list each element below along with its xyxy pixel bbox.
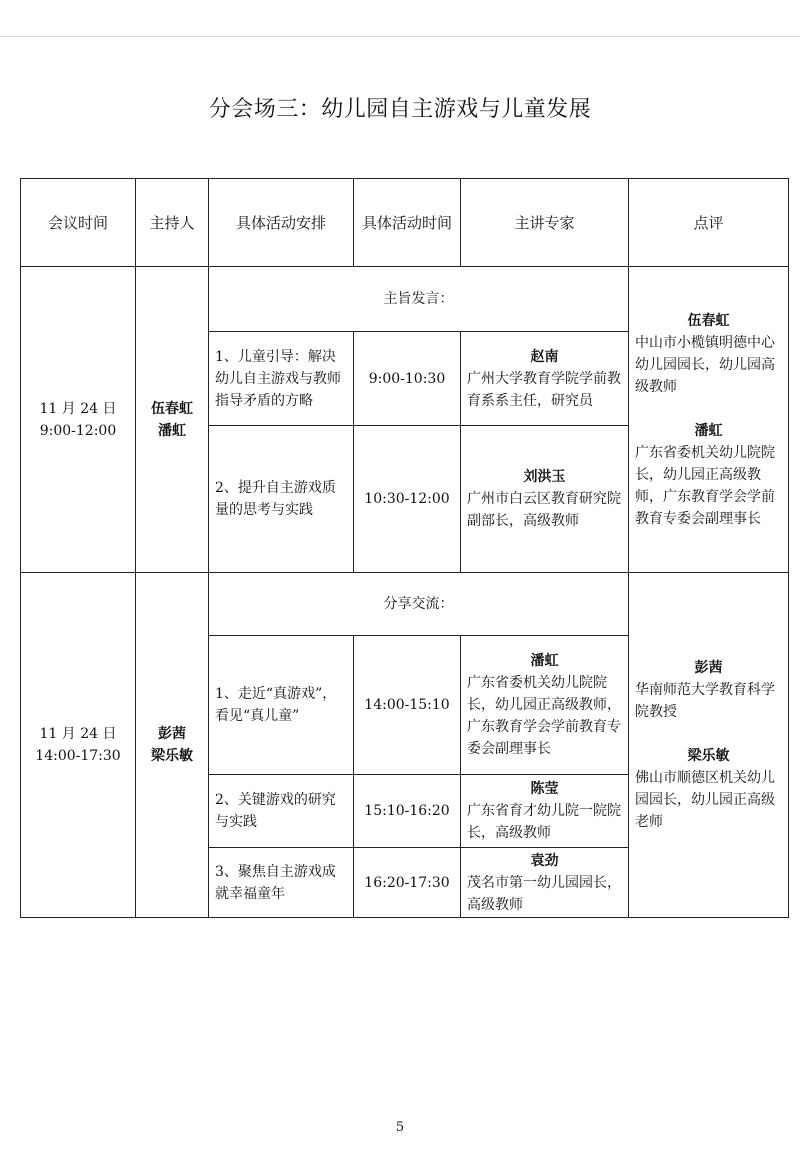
- activity-time-cell: 9:00-10:30: [354, 332, 461, 426]
- session2-reviewer-2-desc: 佛山市顺德区机关幼儿园园长，幼儿园正高级老师: [635, 770, 775, 830]
- header-activity: 具体活动安排: [209, 179, 354, 267]
- activity-time-cell: 10:30-12:00: [354, 426, 461, 573]
- session2-hosts: [136, 573, 209, 918]
- speaker-cell: [461, 848, 629, 918]
- header-review: 点评: [629, 179, 789, 267]
- top-rule: [0, 36, 800, 37]
- activity-cell: 3、聚焦自主游戏成就幸福童年: [209, 848, 354, 918]
- session2-reviewer-2-name: 梁乐敏: [687, 748, 730, 764]
- session2-review: [629, 573, 789, 918]
- header-host: 主持人: [136, 179, 209, 267]
- speaker-desc: 广州大学教育学院学前教育系系主任，研究员: [467, 370, 621, 409]
- session1-hosts: [136, 267, 209, 573]
- session1-reviewer-2-desc: 广东省委机关幼儿院院长，幼儿园正高级教师，广东教育学会学前教育专委会副理事长: [635, 444, 775, 527]
- activity-time-cell: 16:20-17:30: [354, 848, 461, 918]
- session1-date: 11 月 24 日: [39, 400, 117, 417]
- schedule-table: [20, 178, 789, 918]
- speaker-cell: [461, 775, 629, 848]
- session2-host-1: 彭茜: [158, 726, 186, 742]
- speaker-cell: [461, 636, 629, 775]
- session2-time: 14:00-17:30: [35, 748, 121, 764]
- session1-section-row: [21, 267, 789, 332]
- speaker-name: 袁劲: [530, 852, 559, 869]
- session2-section-label: 分享交流：: [209, 573, 629, 636]
- page-number: 5: [395, 1120, 405, 1135]
- activity-cell: 1、走近“真游戏”，看见“真儿童”: [209, 636, 354, 775]
- session2-date: 11 月 24 日: [39, 726, 117, 742]
- spacer: [635, 398, 782, 420]
- speaker-desc: 茂名市第一幼儿园园长，高级教师: [467, 874, 621, 913]
- activity-time-cell: 14:00-15:10: [354, 636, 461, 775]
- header-meeting-time: 会议时间: [21, 179, 136, 267]
- session1-reviewer-2-name: 潘虹: [694, 422, 723, 439]
- session2-reviewer-1-desc: 华南师范大学教育科学院教授: [635, 682, 775, 720]
- session1-section-label: 主旨发言：: [209, 267, 629, 332]
- header-speaker: 主讲专家: [461, 179, 629, 267]
- header-activity-time: 具体活动时间: [354, 179, 461, 267]
- session2-section-row: [21, 573, 789, 636]
- session2-host-2: 梁乐敏: [151, 748, 193, 764]
- session1-time: 9:00-12:00: [39, 422, 117, 439]
- session1-meeting-time: [21, 267, 136, 573]
- activity-cell: 2、关键游戏的研究与实践: [209, 775, 354, 848]
- activity-cell: 1、儿童引导：解决幼儿自主游戏与教师指导矛盾的方略: [209, 332, 354, 426]
- session1-host-1: 伍春虹: [151, 400, 193, 417]
- session2-meeting-time: [21, 573, 136, 918]
- speaker-name: 赵南: [530, 348, 559, 365]
- spacer: [635, 723, 782, 745]
- speaker-desc: 广东省委机关幼儿院院长，幼儿园正高级教师，广东教育学会学前教育专委会副理事长: [467, 675, 621, 757]
- speaker-desc: 广东省育才幼儿院一院院长，高级教师: [467, 803, 621, 841]
- header-row: [21, 179, 789, 267]
- activity-time-cell: 15:10-16:20: [354, 775, 461, 848]
- page-title: 分会场三：幼儿园自主游戏与儿童发展: [208, 97, 592, 122]
- speaker-desc: 广州市白云区教育研究院副部长，高级教师: [467, 491, 621, 529]
- speaker-name: 陈莹: [530, 781, 559, 797]
- session1-reviewer-1-name: 伍春虹: [687, 312, 730, 329]
- speaker-name: 潘虹: [530, 653, 559, 669]
- session2-reviewer-1-name: 彭茜: [694, 660, 723, 676]
- session1-review: [629, 267, 789, 573]
- speaker-name: 刘洪玉: [523, 469, 566, 485]
- session1-reviewer-1-desc: 中山市小榄镇明德中心幼儿园园长，幼儿园高级教师: [635, 334, 775, 395]
- session1-host-2: 潘虹: [158, 422, 186, 439]
- speaker-cell: [461, 426, 629, 573]
- speaker-cell: [461, 332, 629, 426]
- activity-cell: 2、提升自主游戏质量的思考与实践: [209, 426, 354, 573]
